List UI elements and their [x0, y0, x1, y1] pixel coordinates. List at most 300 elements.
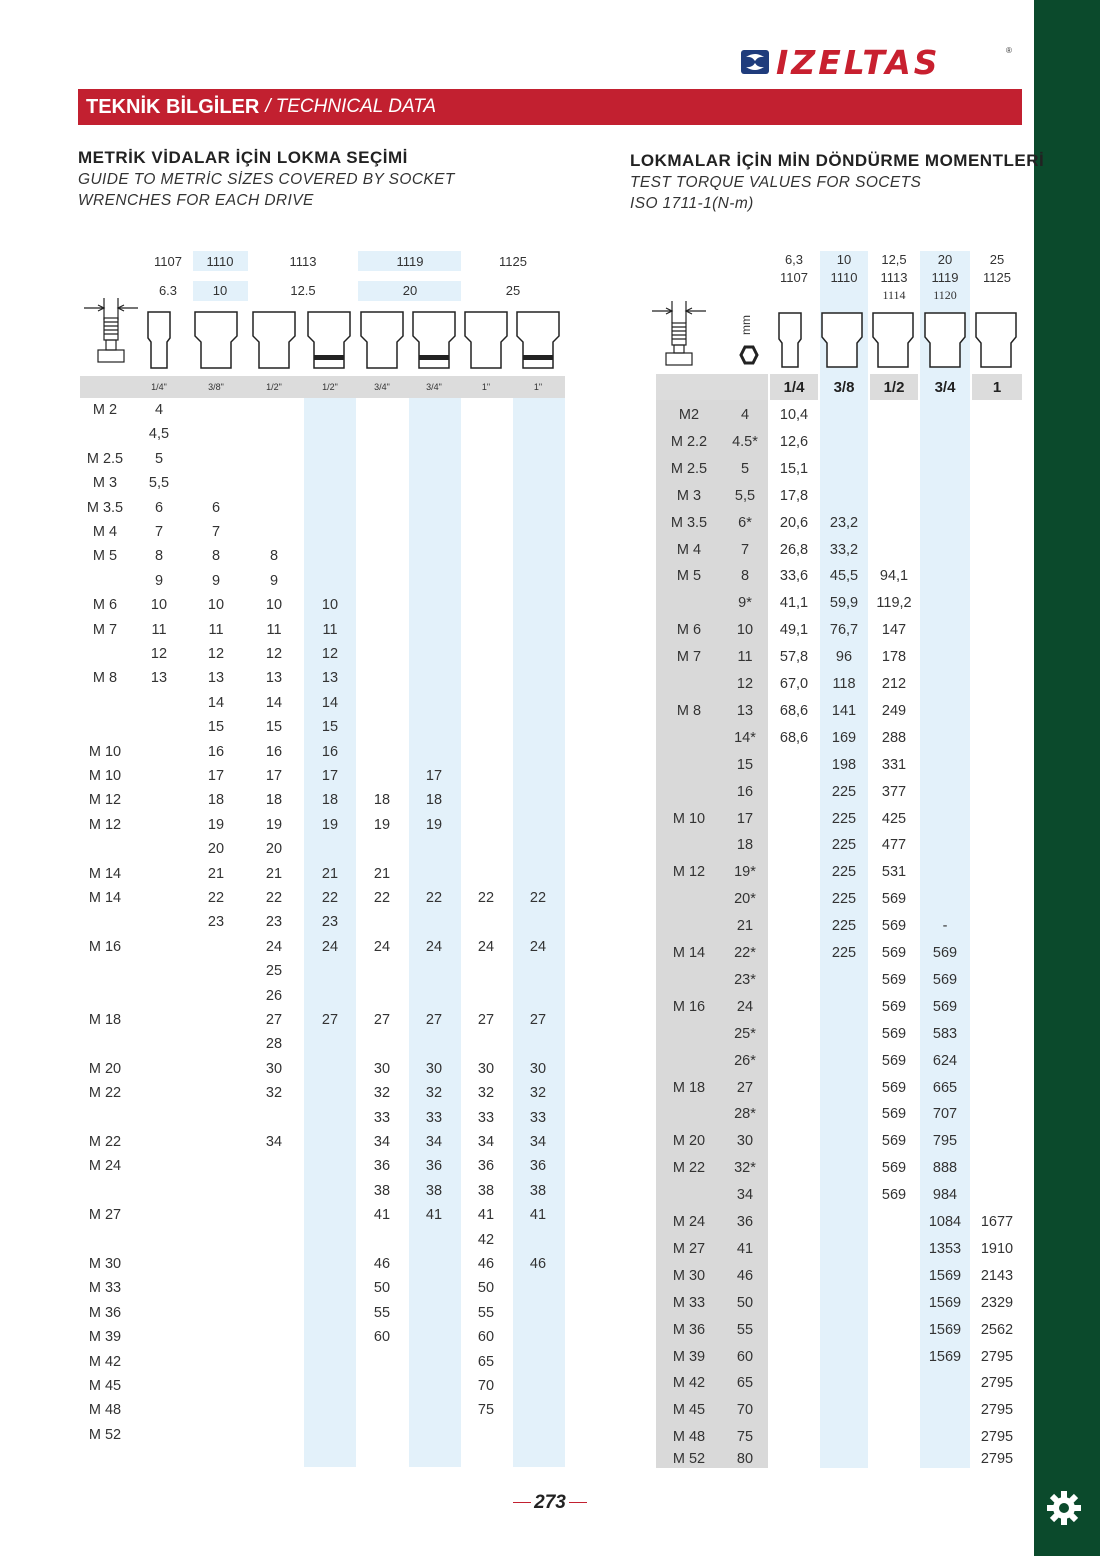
socket-mm: 36 [736, 1214, 754, 1230]
socket-size: 33 [529, 1109, 547, 1126]
torque-value: 2143 [980, 1267, 1014, 1284]
socket-size: 36 [477, 1158, 495, 1175]
socket-size: 21 [373, 865, 391, 882]
socket-size: 50 [373, 1280, 391, 1297]
screw-size: M 36 [672, 1321, 706, 1338]
screw-size: M 2.2 [670, 433, 708, 450]
torque-value: 169 [831, 729, 857, 746]
socket-size: 10 [207, 597, 225, 614]
socket-size: 22 [207, 890, 225, 906]
screw-size: M 3.5 [86, 499, 124, 516]
drive-mm: 10 [836, 252, 852, 267]
socket-size: 17 [207, 768, 225, 784]
torque-value: 147 [881, 622, 907, 639]
series-number: 1107 [154, 254, 182, 269]
socket-size: 21 [207, 865, 225, 882]
torque-value: 569 [881, 945, 907, 961]
drive-fraction: 1 [992, 379, 1002, 396]
screw-size: M 27 [88, 1207, 122, 1224]
socket-mm: 18 [736, 837, 754, 854]
screw-size: M 5 [676, 568, 702, 585]
socket-mm: 19* [734, 864, 756, 881]
socket-size: 11 [322, 621, 338, 638]
socket-mm: 80 [736, 1451, 754, 1467]
torque-value: 583 [932, 1025, 958, 1042]
socket-size: 41 [425, 1207, 443, 1224]
socket-mm: 9* [738, 595, 752, 612]
socket-size: 42 [477, 1231, 495, 1248]
torque-value: 225 [831, 864, 857, 881]
series-number: 1119 [931, 270, 959, 285]
torque-value: 569 [881, 1106, 907, 1123]
torque-value: 26,8 [779, 541, 809, 558]
screw-size: M 2.5 [86, 450, 124, 467]
socket-size: 9 [154, 572, 164, 589]
screw-size: M 39 [88, 1329, 122, 1346]
torque-value: 225 [831, 945, 857, 961]
socket-size: 30 [477, 1060, 495, 1077]
screw-size: M 48 [88, 1402, 122, 1419]
brand-mark-icon [740, 47, 770, 77]
socket-size: 5,5 [148, 475, 170, 492]
socket-mm: 23* [734, 971, 756, 988]
socket-size: 22 [425, 890, 443, 906]
torque-value: 531 [881, 864, 907, 881]
banner-subtitle: TECHNICAL DATA [275, 96, 437, 117]
screw-size: M 10 [88, 743, 122, 760]
socket-size: 55 [477, 1304, 495, 1321]
socket-size: 38 [477, 1182, 495, 1199]
drive-mm: 25 [989, 252, 1005, 267]
screw-size: M 6 [92, 597, 118, 614]
screw-size: M 48 [672, 1429, 706, 1446]
socket-size: 19 [373, 816, 391, 833]
socket-size: 18 [321, 792, 339, 809]
socket-mm: 75 [736, 1429, 754, 1446]
screw-size: M 14 [88, 865, 122, 882]
drive-size: 6.3 [158, 283, 178, 298]
torque-value: 888 [932, 1160, 958, 1177]
socket-size: 41 [373, 1207, 391, 1224]
right-subtitle-1: TEST TORQUE VALUES FOR SOCETS [630, 174, 922, 191]
screw-size: M 8 [92, 670, 118, 687]
socket-size: 32 [477, 1085, 495, 1102]
highlight-band [513, 398, 565, 1467]
socket-size: 11 [208, 621, 224, 638]
socket-mm: 10 [736, 622, 754, 639]
torque-value: 1677 [980, 1214, 1014, 1230]
torque-value: 20,6 [779, 514, 809, 531]
torque-value: 569 [932, 971, 958, 988]
socket-size: 22 [265, 890, 283, 906]
torque-value: 68,6 [779, 702, 809, 719]
socket-size: 24 [373, 938, 391, 955]
socket-size: 41 [529, 1207, 547, 1224]
socket-size: 9 [211, 572, 221, 589]
socket-mm: 21 [736, 918, 754, 935]
torque-value: 15,1 [779, 460, 809, 477]
socket-mm: 32* [734, 1160, 756, 1177]
highlight-band [409, 398, 461, 1467]
socket-size: 34 [373, 1134, 391, 1150]
screw-size: M 18 [88, 1012, 122, 1028]
socket-mm: 5,5 [734, 487, 756, 504]
socket-size: 41 [477, 1207, 495, 1224]
page-number [510, 1492, 590, 1514]
screw-size: M 12 [88, 816, 122, 833]
socket-mm: 8 [740, 568, 750, 585]
socket-size: 13 [150, 670, 168, 687]
torque-value: 225 [831, 783, 857, 800]
screw-size: M 24 [88, 1158, 122, 1175]
socket-size: 17 [321, 768, 339, 784]
drive-fraction: 3/8 [833, 379, 855, 396]
screw-size: M 33 [672, 1294, 706, 1311]
torque-value: 477 [881, 837, 907, 854]
drive-fraction: 1/2" [322, 382, 338, 392]
socket-mm: 16 [736, 783, 754, 800]
socket-mm: 46 [736, 1267, 754, 1284]
series-number: 1110 [830, 270, 858, 285]
socket-size: 28 [265, 1036, 283, 1053]
socket-mm: 70 [736, 1402, 754, 1419]
torque-value: 118 [832, 676, 856, 692]
drive-fraction: 3/4 [934, 379, 956, 396]
left-subtitle-2: WRENCHES FOR EACH DRIVE [78, 192, 314, 209]
socket-mm: 41 [736, 1240, 754, 1257]
gear-icon [1044, 1488, 1084, 1528]
socket-size: 9 [269, 572, 279, 589]
socket-size: 7 [154, 524, 164, 540]
socket-size: 21 [321, 865, 339, 882]
socket-mm: 12 [736, 676, 754, 692]
socket-size: 19 [321, 816, 339, 833]
screw-size: M 20 [672, 1133, 706, 1150]
socket-size: 24 [529, 938, 547, 955]
torque-value: 41,1 [779, 595, 809, 612]
socket-mm: 55 [736, 1321, 754, 1338]
socket-size: 18 [207, 792, 225, 809]
socket-size: 6 [154, 499, 164, 516]
screw-size: M 45 [88, 1378, 122, 1394]
screw-size: M 2.5 [670, 460, 708, 477]
socket-size: 11 [266, 621, 282, 638]
socket-size: 33 [425, 1109, 443, 1126]
torque-value: 141 [831, 702, 857, 719]
torque-value: 569 [881, 1079, 907, 1096]
screw-size: M 7 [676, 649, 702, 666]
socket-size: 15 [207, 719, 225, 736]
torque-value: 425 [881, 810, 907, 827]
torque-value: 569 [881, 891, 907, 908]
socket-size: 19 [207, 816, 225, 833]
torque-value: 198 [831, 756, 857, 773]
socket-size: 32 [425, 1085, 443, 1102]
screw-size: M 24 [672, 1214, 706, 1230]
socket-size: 8 [269, 548, 279, 565]
registered-mark: ® [1006, 46, 1012, 55]
socket-size: 46 [477, 1256, 495, 1272]
socket-size: 16 [321, 743, 339, 760]
mm-label: mm [739, 315, 753, 335]
left-subtitle-1: GUIDE TO METRİC SİZES COVERED BY SOCKET [78, 171, 455, 188]
torque-value: 23,2 [829, 514, 859, 531]
screw-size: M 22 [672, 1160, 706, 1177]
socket-size: 16 [265, 743, 283, 760]
torque-value: 45,5 [829, 568, 859, 585]
socket-mm: 20* [734, 891, 756, 908]
screw-size: M 10 [672, 810, 706, 827]
socket-size: 18 [425, 792, 443, 809]
brand-logo [740, 42, 1012, 82]
screw-size: M 33 [88, 1280, 122, 1297]
socket-size: 26 [265, 987, 283, 1004]
highlight-band [820, 251, 868, 1468]
socket-size: 14 [207, 694, 225, 711]
screw-size: M 36 [88, 1304, 122, 1321]
drive-size: 10 [212, 283, 228, 298]
socket-size: 46 [529, 1256, 547, 1272]
torque-value: 1569 [928, 1348, 962, 1365]
torque-value: 984 [932, 1187, 958, 1204]
socket-size: 20 [265, 841, 283, 858]
series-number: 1119 [396, 254, 424, 269]
socket-size: 13 [321, 670, 339, 687]
socket-size: 24 [425, 938, 443, 955]
torque-value: 57,8 [779, 649, 809, 666]
right-subtitle-2: ISO 1711-1(N-m) [630, 195, 754, 212]
torque-value: 119,2 [876, 595, 912, 612]
socket-size: 60 [477, 1329, 495, 1346]
socket-mm: 15 [736, 756, 754, 773]
torque-value: 377 [881, 783, 907, 800]
socket-size: 4 [154, 402, 164, 418]
socket-size: 23 [321, 914, 339, 931]
torque-value: 2795 [980, 1451, 1014, 1467]
screw-size: M 4 [92, 524, 118, 540]
drive-mm: 6,3 [784, 252, 804, 267]
socket-size: 27 [477, 1012, 495, 1028]
drive-fraction: 1" [533, 382, 543, 392]
socket-mm: 17 [736, 810, 754, 827]
socket-size: 46 [373, 1256, 391, 1272]
socket-mm: 30 [736, 1133, 754, 1150]
screw-size: M 52 [672, 1451, 706, 1467]
torque-value: 67,0 [779, 676, 809, 692]
screw-size: M 3 [92, 475, 118, 492]
socket-mm: 11 [737, 649, 753, 666]
drive-mm: 12,5 [881, 252, 907, 267]
screw-size: M 20 [88, 1060, 122, 1077]
socket-size: 50 [477, 1280, 495, 1297]
drive-fraction: 3/4" [426, 382, 442, 392]
screw-size: M 22 [88, 1085, 122, 1102]
socket-size: 38 [373, 1182, 391, 1199]
socket-size: 32 [529, 1085, 547, 1102]
torque-value: 10,4 [779, 407, 809, 423]
banner-title: TEKNİK BİLGİLER [86, 95, 260, 118]
torque-value: 569 [881, 1160, 907, 1177]
socket-mm: 5 [740, 460, 750, 477]
series-number-alt: 1114 [882, 288, 906, 302]
torque-value: 2795 [980, 1348, 1014, 1365]
socket-mm: 14* [734, 729, 756, 746]
drive-fraction: 1" [481, 382, 491, 392]
socket-size: 34 [529, 1134, 547, 1150]
torque-value: 33,2 [829, 541, 859, 558]
drive-fraction: 3/8" [208, 382, 224, 392]
socket-size: 65 [477, 1353, 495, 1370]
drive-size: 20 [402, 283, 418, 298]
socket-size: 19 [425, 816, 443, 833]
socket-size: 10 [265, 597, 283, 614]
socket-size: 30 [373, 1060, 391, 1077]
torque-value: 1569 [928, 1294, 962, 1311]
drive-mm: 20 [937, 252, 953, 267]
socket-diagrams [80, 290, 570, 370]
socket-size: 33 [373, 1109, 391, 1126]
screw-size: M 14 [672, 945, 706, 961]
socket-size: 36 [373, 1158, 391, 1175]
socket-mm: 24 [736, 998, 754, 1015]
socket-size: 12 [265, 646, 283, 662]
socket-mm: 25* [734, 1025, 756, 1042]
torque-value: 225 [831, 891, 857, 908]
screw-size: M 30 [88, 1256, 122, 1272]
socket-size: 22 [321, 890, 339, 906]
socket-mm: 22* [734, 945, 756, 961]
socket-size: 30 [265, 1060, 283, 1077]
socket-size: 17 [265, 768, 283, 784]
torque-value: 49,1 [779, 622, 809, 639]
socket-size: 38 [529, 1182, 547, 1199]
screw-size: M 10 [88, 768, 122, 784]
socket-size: 75 [477, 1402, 495, 1419]
torque-value: 1910 [980, 1240, 1014, 1257]
torque-value: 2795 [980, 1375, 1014, 1392]
torque-value: 76,7 [829, 622, 859, 639]
socket-size: 16 [207, 743, 225, 760]
socket-size: 23 [207, 914, 225, 931]
socket-size: 15 [265, 719, 283, 736]
socket-mm: 26* [734, 1052, 756, 1069]
torque-value: 569 [881, 971, 907, 988]
socket-size: 13 [207, 670, 225, 687]
socket-size: 17 [425, 768, 443, 784]
screw-size: M 7 [92, 621, 118, 638]
screw-size: M 27 [672, 1240, 706, 1257]
torque-value: 569 [932, 945, 958, 961]
screw-size: M 42 [672, 1375, 706, 1392]
torque-value: 569 [932, 998, 958, 1015]
screw-size: M 42 [88, 1353, 122, 1370]
drive-fraction: 1/4" [151, 382, 167, 392]
torque-value: 624 [932, 1052, 958, 1069]
socket-size: 10 [321, 597, 339, 614]
torque-value: 707 [932, 1106, 958, 1123]
socket-size: 30 [425, 1060, 443, 1077]
series-number: 1113 [289, 254, 317, 269]
socket-size: 8 [211, 548, 221, 565]
screw-size: M2 [678, 407, 700, 423]
screw-size: M 16 [88, 938, 122, 955]
socket-size: 55 [373, 1304, 391, 1321]
socket-size: 13 [265, 670, 283, 687]
socket-size: 20 [207, 841, 225, 858]
torque-value: 1353 [928, 1240, 962, 1257]
socket-size: 24 [265, 938, 283, 955]
screw-size: M 12 [88, 792, 122, 809]
screw-size: M 14 [88, 890, 122, 906]
torque-value: 212 [881, 676, 907, 692]
drive-fraction: 1/2" [266, 382, 282, 392]
screw-size: M 5 [92, 548, 118, 565]
socket-size: 27 [321, 1012, 339, 1028]
torque-value: 96 [835, 649, 853, 666]
socket-mm: 13 [736, 702, 754, 719]
socket-size: 30 [529, 1060, 547, 1077]
torque-value: 569 [881, 918, 907, 935]
socket-size: 18 [265, 792, 283, 809]
socket-size: 8 [154, 548, 164, 565]
torque-value: - [942, 918, 948, 935]
socket-mm: 4 [740, 407, 750, 423]
socket-size: 27 [265, 1012, 283, 1028]
screw-size: M 3.5 [670, 514, 708, 531]
torque-value: 288 [881, 729, 907, 746]
torque-value: 1569 [928, 1267, 962, 1284]
torque-value: 569 [881, 998, 907, 1015]
socket-mm: 34 [736, 1187, 754, 1204]
torque-value: 2329 [980, 1294, 1014, 1311]
section-banner [78, 89, 1022, 125]
socket-size: 11 [151, 621, 167, 638]
socket-mm: 7 [740, 541, 750, 558]
series-number: 1110 [206, 254, 234, 269]
torque-value: 178 [881, 649, 907, 666]
screw-size: M 45 [672, 1402, 706, 1419]
torque-value: 795 [932, 1133, 958, 1150]
highlight-band [920, 251, 970, 1468]
socket-mm: 60 [736, 1348, 754, 1365]
screw-size: M 30 [672, 1267, 706, 1284]
series-number: 1125 [983, 270, 1011, 285]
torque-value: 2795 [980, 1402, 1014, 1419]
socket-size: 27 [529, 1012, 547, 1028]
right-title: LOKMALAR İÇİN MİN DÖNDÜRME MOMENTLERİ [630, 151, 1045, 170]
torque-value: 1084 [928, 1214, 962, 1230]
socket-size: 27 [425, 1012, 443, 1028]
screw-size: M 12 [672, 864, 706, 881]
drive-size: 12.5 [290, 283, 316, 298]
socket-size: 27 [373, 1012, 391, 1028]
socket-size: 70 [477, 1378, 495, 1394]
torque-value: 12,6 [779, 433, 809, 450]
screw-size: M 8 [676, 702, 702, 719]
socket-size: 32 [265, 1085, 283, 1102]
torque-value: 569 [881, 1025, 907, 1042]
socket-size: 32 [373, 1085, 391, 1102]
torque-value: 569 [881, 1133, 907, 1150]
socket-size: 21 [265, 865, 283, 882]
torque-value: 249 [881, 702, 907, 719]
socket-size: 6 [211, 499, 221, 516]
drive-fraction: 1/2 [883, 379, 905, 396]
socket-mm: 4.5* [732, 433, 758, 450]
screw-size: M 18 [672, 1079, 706, 1096]
socket-size: 12 [321, 646, 339, 662]
series-number-alt: 1120 [933, 288, 957, 302]
